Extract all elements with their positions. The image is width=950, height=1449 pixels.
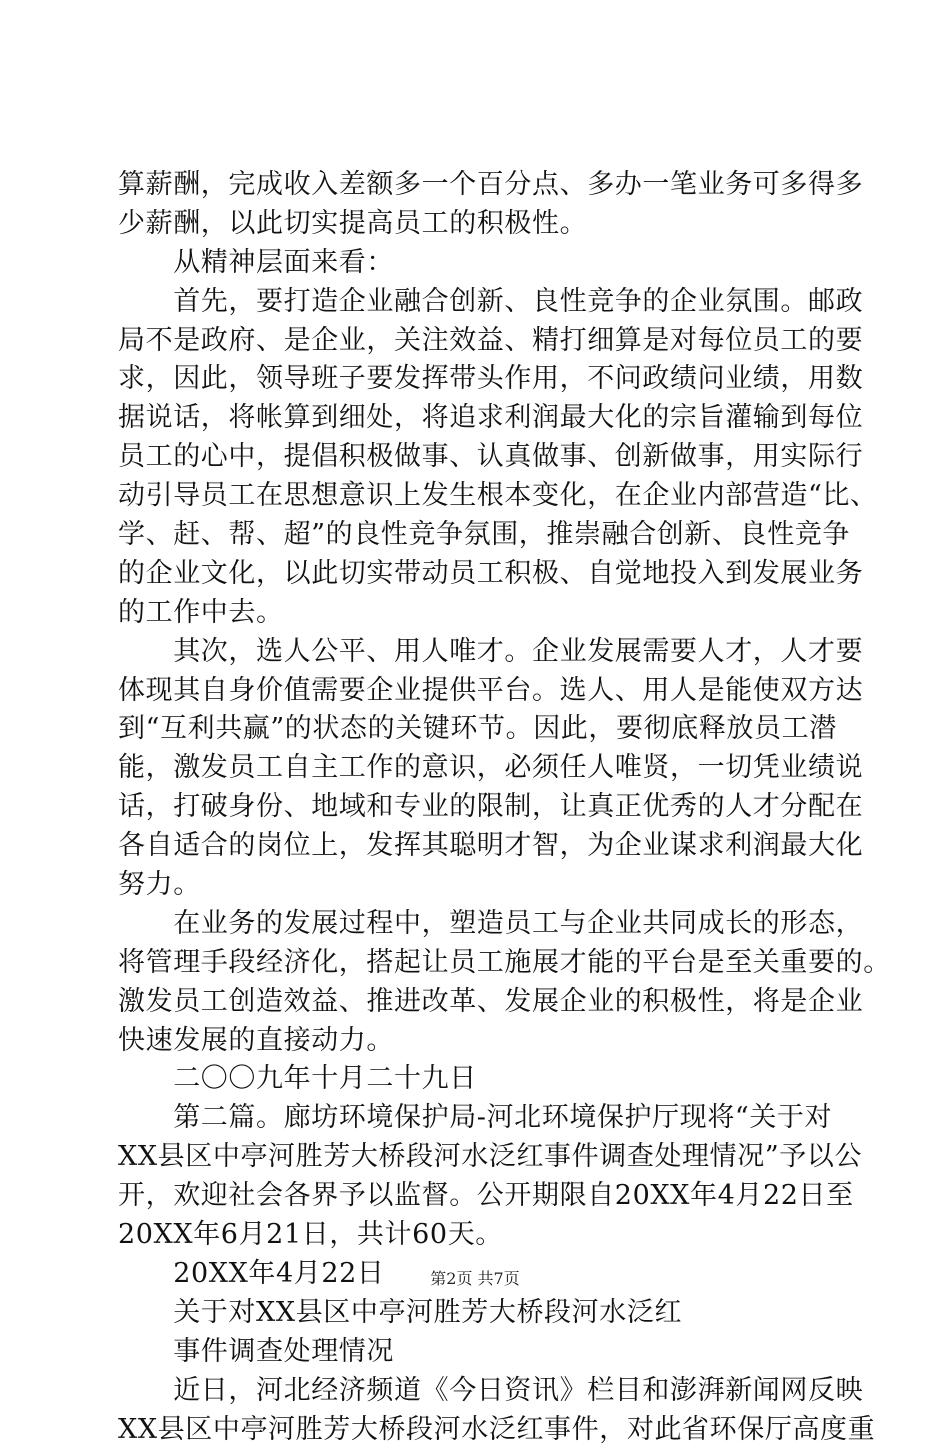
text-line: 从精神层面来看： bbox=[118, 244, 838, 283]
text-line: 少薪酬，以此切实提高员工的积极性。 bbox=[118, 205, 838, 244]
text-line: 据说话，将帐算到细处，将追求利润最大化的宗旨灌输到每位 bbox=[118, 399, 838, 438]
text-line: 努力。 bbox=[118, 866, 838, 905]
text-line: 体现其自身价值需要企业提供平台。选人、用人是能使双方达 bbox=[118, 672, 838, 711]
text-line: 局不是政府、是企业，关注效益、精打细算是对每位员工的要 bbox=[118, 322, 838, 361]
text-line: 20XX年4月22日 bbox=[118, 1255, 838, 1294]
text-line: 首先，要打造企业融合创新、良性竞争的企业氛围。邮政 bbox=[118, 283, 838, 322]
text-line: 近日，河北经济频道《今日资讯》栏目和澎湃新闻网反映 bbox=[118, 1372, 838, 1411]
text-line: 的企业文化，以此切实带动员工积极、自觉地投入到发展业务 bbox=[118, 555, 838, 594]
text-line: 话，打破身份、地域和专业的限制，让真正优秀的人才分配在 bbox=[118, 788, 838, 827]
text-line: XX县区中亭河胜芳大桥段河水泛红事件调查处理情况”予以公 bbox=[118, 1138, 838, 1177]
text-line: 第二篇。廊坊环境保护局-河北环境保护厅现将“关于对 bbox=[118, 1099, 838, 1138]
text-line: 20XX年6月21日，共计60天。 bbox=[118, 1216, 838, 1255]
text-line: 在业务的发展过程中，塑造员工与企业共同成长的形态， bbox=[118, 905, 838, 944]
text-line: XX县区中亭河胜芳大桥段河水泛红事件，对此省环保厅高度重 bbox=[118, 1411, 838, 1449]
text-line: 二〇〇九年十月二十九日 bbox=[118, 1060, 838, 1099]
text-line: 将管理手段经济化，搭起让员工施展才能的平台是至关重要的。 bbox=[118, 944, 838, 983]
text-line: 到“互利共赢”的状态的关键环节。因此，要彻底释放员工潜 bbox=[118, 710, 838, 749]
text-line: 事件调查处理情况 bbox=[118, 1333, 838, 1372]
text-line: 动引导员工在思想意识上发生根本变化，在企业内部营造“比、 bbox=[118, 477, 838, 516]
text-line: 能，激发员工自主工作的意识，必须任人唯贤，一切凭业绩说 bbox=[118, 749, 838, 788]
page-footer: 第2页 共7页 bbox=[0, 1269, 950, 1289]
text-line: 快速发展的直接动力。 bbox=[118, 1022, 838, 1061]
text-line: 各自适合的岗位上，发挥其聪明才智，为企业谋求利润最大化 bbox=[118, 827, 838, 866]
text-line: 开，欢迎社会各界予以监督。公开期限自20XX年4月22日至 bbox=[118, 1177, 838, 1216]
text-line: 员工的心中，提倡积极做事、认真做事、创新做事，用实际行 bbox=[118, 438, 838, 477]
text-line: 学、赶、帮、超”的良性竞争氛围，推崇融合创新、良性竞争 bbox=[118, 516, 838, 555]
text-line: 算薪酬，完成收入差额多一个百分点、多办一笔业务可多得多 bbox=[118, 166, 838, 205]
document-body bbox=[118, 166, 838, 1449]
text-line: 激发员工创造效益、推进改革、发展企业的积极性，将是企业 bbox=[118, 983, 838, 1022]
text-line: 求，因此，领导班子要发挥带头作用，不问政绩问业绩，用数 bbox=[118, 360, 838, 399]
text-line: 的工作中去。 bbox=[118, 594, 838, 633]
text-line: 关于对XX县区中亭河胜芳大桥段河水泛红 bbox=[118, 1294, 838, 1333]
text-line: 其次，选人公平、用人唯才。企业发展需要人才，人才要 bbox=[118, 633, 838, 672]
